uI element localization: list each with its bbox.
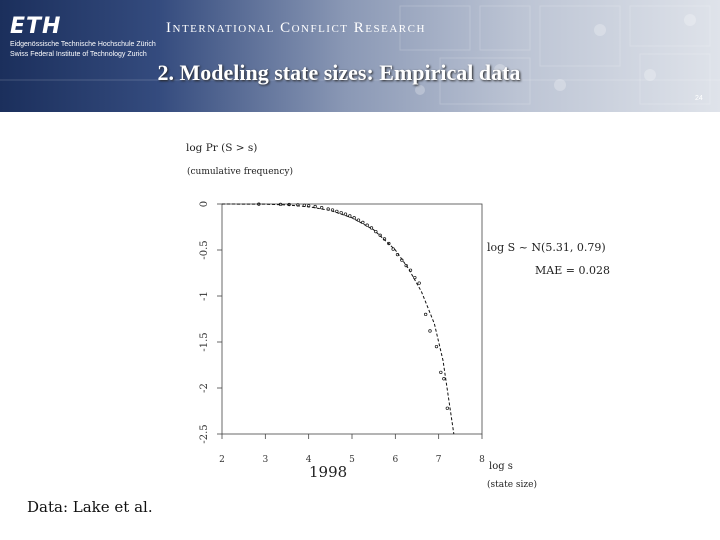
data-point: [435, 345, 438, 348]
data-point: [314, 205, 317, 208]
slide-title: 2. Modeling state sizes: Empirical data: [157, 60, 521, 85]
x-axis-label: log s: [489, 461, 513, 472]
y-tick-label: -1.5: [199, 332, 210, 352]
data-source: Data: Lake et al.: [27, 498, 153, 516]
data-point: [357, 219, 360, 222]
data-point: [375, 230, 378, 233]
data-point: [414, 276, 417, 279]
y-tick-label: 0: [199, 200, 210, 208]
y-tick-label: -0.5: [199, 240, 210, 260]
y-axis-sublabel: (cumulative frequency): [187, 167, 293, 177]
page-number: 24: [695, 95, 703, 102]
mae-legend: MAE = 0.028: [535, 264, 610, 277]
y-axis-label: log Pr (S > s): [186, 142, 258, 154]
data-point: [429, 330, 432, 333]
y-tick-label: -1: [199, 291, 210, 301]
institution-name-en: Swiss Federal Institute of Technology Zurich: [10, 51, 147, 58]
data-point: [446, 407, 449, 410]
y-tick-label: -2: [199, 383, 210, 393]
x-tick-label: 3: [262, 455, 269, 465]
x-tick-label: 4: [305, 455, 312, 465]
data-point: [418, 282, 421, 285]
year-label: 1998: [309, 463, 348, 481]
fit-legend: log S ~ N(5.31, 0.79): [487, 241, 606, 254]
data-point: [320, 206, 323, 209]
x-tick-label: 8: [479, 455, 485, 465]
x-tick-label: 7: [435, 455, 442, 465]
data-point: [362, 221, 365, 224]
chart-axes: [199, 201, 485, 465]
data-points-layer: [258, 203, 449, 410]
data-point: [440, 371, 443, 374]
data-point: [344, 213, 347, 216]
fit-line: [222, 204, 454, 434]
data-point: [443, 378, 446, 381]
x-axis-sublabel: (state size): [487, 480, 537, 490]
y-tick-label: -2.5: [199, 424, 210, 444]
plot-frame: [222, 204, 482, 434]
data-point: [349, 215, 352, 218]
research-group-title: International Conflict Research: [166, 20, 426, 36]
x-tick-label: 2: [219, 455, 225, 465]
x-tick-label: 5: [349, 455, 355, 465]
fit-line-layer: [222, 204, 454, 434]
eth-logo[interactable]: ETH: [10, 14, 62, 39]
x-tick-label: 6: [392, 455, 399, 465]
data-point: [424, 313, 427, 316]
data-point: [353, 217, 356, 220]
data-point: [392, 248, 395, 251]
institution-name-de: Eidgenössische Technische Hochschule Zürich: [10, 41, 156, 48]
